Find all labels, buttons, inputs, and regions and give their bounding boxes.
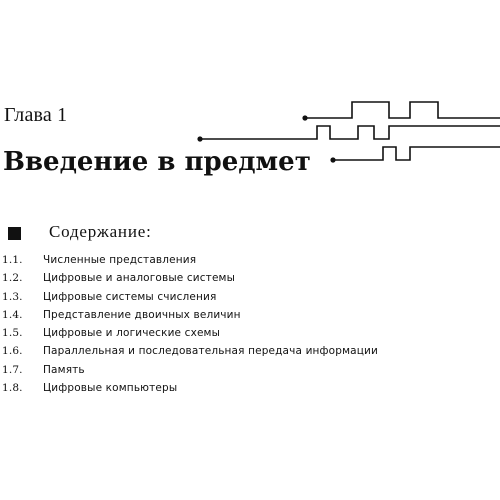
contents-item-text: Цифровые компьютеры [43, 382, 178, 395]
contents-item-number: 1.2. [2, 272, 23, 285]
contents-heading: Содержание: [49, 222, 152, 241]
chapter-title: Введение в предмет [3, 147, 311, 177]
contents-item-text: Цифровые и логические схемы [43, 327, 221, 340]
contents-item-text: Память [43, 363, 85, 376]
contents-item-text: Численные представления [43, 254, 197, 266]
contents-item[interactable] [2, 306, 378, 324]
waveform-line-top [305, 102, 500, 118]
waveform-dot-bottom [330, 157, 335, 162]
contents-item-number: 1.6. [2, 345, 23, 358]
contents-item[interactable] [2, 288, 378, 306]
contents-item[interactable] [2, 269, 378, 287]
waveform-dot-middle [197, 136, 202, 141]
contents-item[interactable] [2, 342, 378, 360]
contents-item-number: 1.1. [2, 254, 23, 266]
waveform-dot-top [302, 115, 307, 120]
contents-item-number: 1.3. [2, 290, 23, 303]
contents-item[interactable] [2, 251, 378, 269]
contents-item-text: Цифровые и аналоговые системы [43, 272, 236, 285]
contents-item-number: 1.8. [2, 382, 23, 395]
contents-item-number: 1.4. [2, 308, 23, 321]
contents-item-text: Цифровые системы счисления [43, 290, 217, 303]
contents-item-number: 1.5. [2, 327, 23, 340]
contents-item[interactable] [2, 379, 378, 397]
contents-list [2, 251, 378, 397]
square-bullet-icon [8, 227, 21, 240]
chapter-label: Глава 1 [4, 104, 68, 126]
waveform-line-middle [200, 126, 500, 139]
waveform-line-bottom [333, 147, 500, 160]
contents-item[interactable] [2, 324, 378, 342]
contents-header [8, 222, 152, 244]
contents-item-number: 1.7. [2, 363, 23, 376]
contents-item[interactable] [2, 361, 378, 379]
contents-item-text: Представление двоичных величин [43, 308, 241, 321]
contents-item-text: Параллельная и последовательная передача информации [43, 345, 378, 358]
